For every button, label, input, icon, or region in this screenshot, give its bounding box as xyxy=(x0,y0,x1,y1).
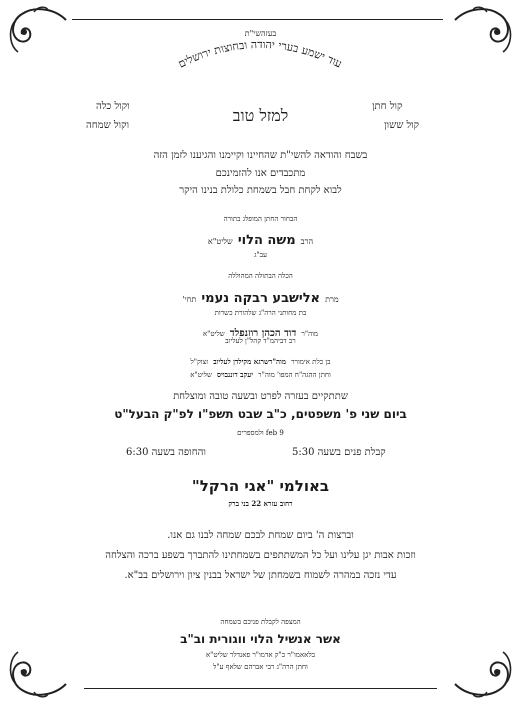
arc-verse-text: עוד ישמע בערי יהודה ובחוצות ירושלים xyxy=(176,37,344,71)
mazal-tov-title: למזל טוב xyxy=(232,106,289,125)
arc-verse xyxy=(140,22,380,92)
bride-prefix: מרת xyxy=(325,295,339,304)
bride-father-name: דוד הכהן רוזנפלד xyxy=(229,328,297,339)
kol-kalla: וקול כלה xyxy=(96,101,130,112)
bride-father-line: מוה"ר דוד הכהן רוזנפלד שליט"א xyxy=(202,328,319,339)
event-lead: שתתקיים בעזרה לפרט ובשעה טובה ומוצלחת xyxy=(173,391,348,402)
groom-abbr: עב"ג xyxy=(254,251,267,259)
event-date-line: ביום שני פ' משפטים, כ"ב שבט תשפ"ו לפ"ק הבעל"ט xyxy=(114,407,407,421)
kol-sasson: קול ששון xyxy=(384,120,420,131)
top-rule xyxy=(72,19,443,20)
reception-time-block: קבלת פנים בשעה 5:30 xyxy=(292,447,386,458)
venue-address: רחוב עזרא 22 בני ברק xyxy=(228,499,293,508)
groom-name: משה הלוי xyxy=(237,233,296,248)
grand-line-3: וחתן ההגה"ח המפו' מוה"ר יעקב דוננבויס שליט"א xyxy=(190,370,331,379)
groom-prefix: הרב xyxy=(300,237,314,246)
civil-date: feb 9 ולמספרים xyxy=(237,429,284,437)
bottom-rule xyxy=(84,688,437,689)
blessing-line-1: וברצות ה' ביום שמחת לבכם שמחה לבנו גם אנו. xyxy=(167,530,354,541)
signature-lead: המצפה לקבלת פניכם בשמחה xyxy=(220,618,301,626)
bride-parents-line: בת מחותני הרה"ג שלהורת כשרות xyxy=(214,309,307,317)
blessing-line-2: וזכות אבות יגן עלינו ועל כל המשתתפים בשמחתינו להתברך בשפע ברכה והצלחה xyxy=(105,550,416,561)
reception-time: 5:30 xyxy=(292,447,315,458)
chuppah-time-block: והחופה בשעה 6:30 xyxy=(126,447,206,458)
bride-suffix: תחי' xyxy=(182,295,197,304)
bsd-header: בעזהשי"ת xyxy=(244,29,277,38)
chuppah-time: 6:30 xyxy=(126,447,149,458)
intro-line-2: מתכבדים אנו להזמינכם xyxy=(215,168,306,179)
signature-line-2: בלאאמו"ר כ"ק אדמו"ר פאנדלר שליט"א xyxy=(205,651,316,659)
intro-line-1: בשבח והודאה להשי"ת שהחיינו וקיימנו והגיענו לזמן הזה xyxy=(153,150,368,161)
grand-line-1: רב דביהמ"ד קהל"ן לעליוב xyxy=(225,337,296,345)
bride-name-line xyxy=(0,287,521,306)
groom-suffix: שליט"א xyxy=(207,237,233,246)
venue-name: באולמי "אגי הרקל" xyxy=(191,477,330,495)
bride-label: הכלה הבתולה המהוללה xyxy=(228,272,293,280)
groom-label: הבחור החתן המופלג בתורה xyxy=(223,215,298,223)
kol-simcha: וקול שמחה xyxy=(86,120,130,131)
groom-name-line xyxy=(0,229,521,248)
grand-line-2: בן כלת אימורר מוה"רשרגא מקילדן לעליוב זצוק"ל xyxy=(190,357,331,366)
svg-text:עוד ישמע בערי יהודה ובחוצות יר xyxy=(176,38,344,71)
signature-names: אשר אנשיל הלוי ווגורית וב"ב xyxy=(180,632,341,646)
signature-line-3: וחתן הרה"ג רבי אברהם שלאף ע"ל xyxy=(213,663,308,671)
blessing-line-3: עדי נזכה במהרה לשמוח בשמחתן של ישראל בבנין ציון וירושלים בב"א. xyxy=(124,570,397,581)
kol-chatan: קול חתן xyxy=(372,101,403,112)
intro-line-3: לבוא לקחת חבל בשמחת כלולת בנינו היקר xyxy=(179,185,342,196)
bride-name: אלישבע רבקה נעמי xyxy=(201,291,321,306)
